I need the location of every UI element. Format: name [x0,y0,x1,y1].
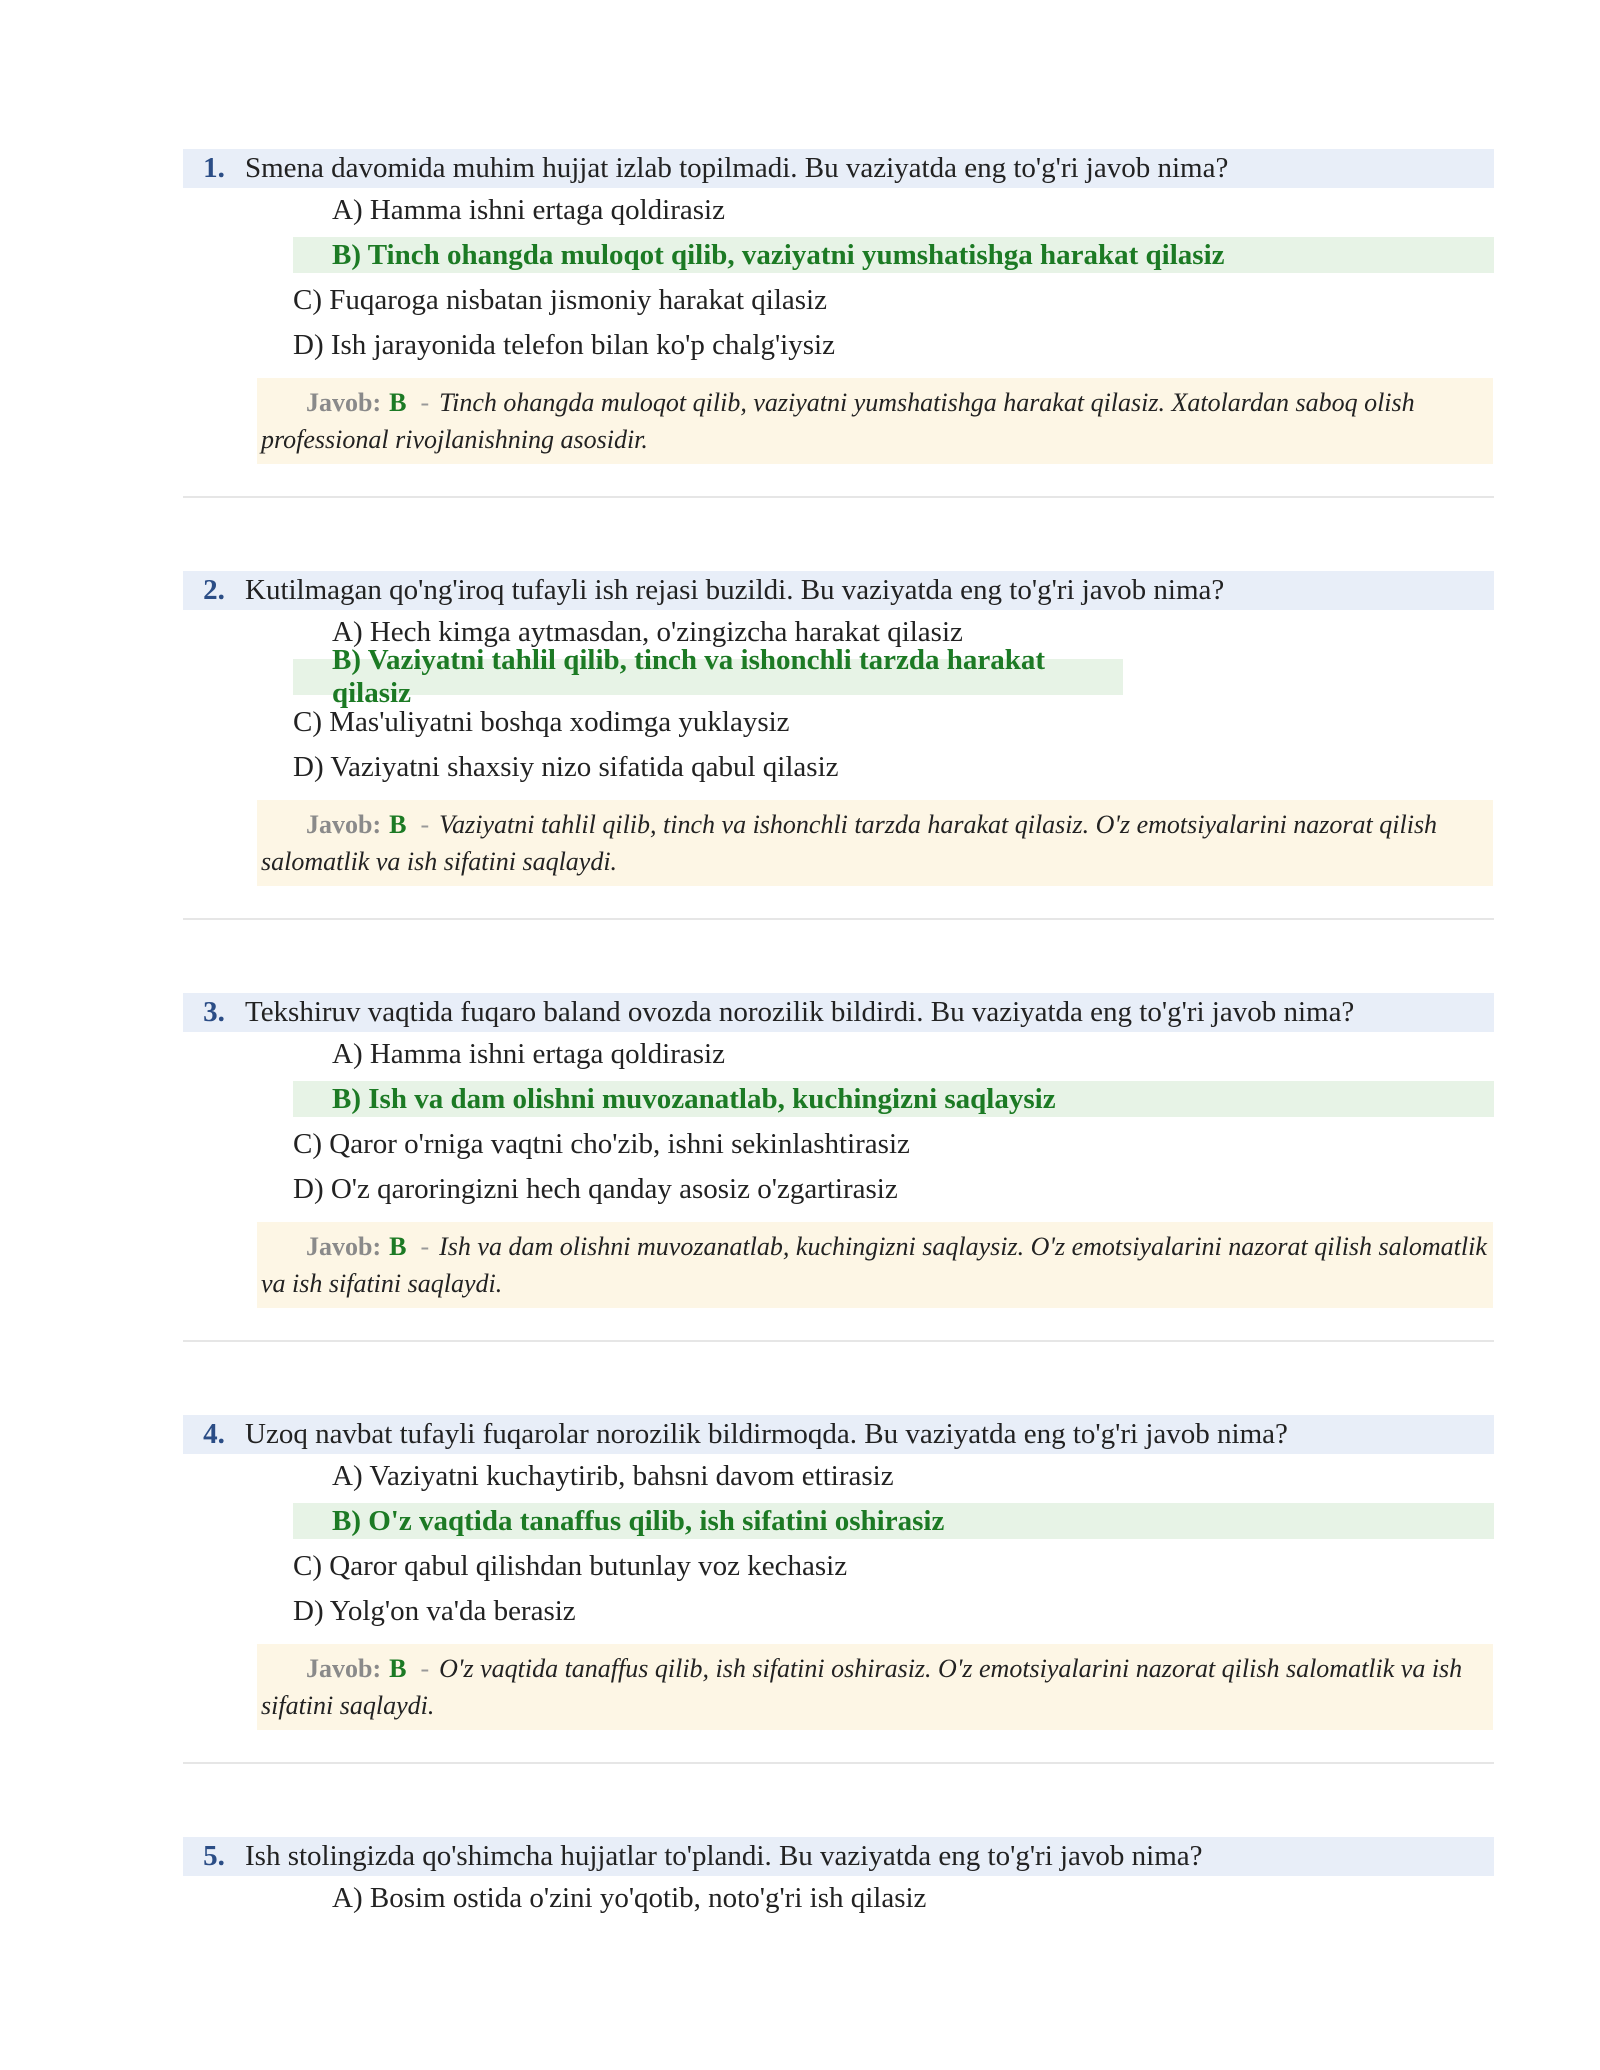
option-b-correct: B) Vaziyatni tahlil qilib, tinch va ishonchli tarzda harakat qilasiz [293,659,1123,695]
option-b-correct: B) Ish va dam olishni muvozanatlab, kuchingizni saqlaysiz [293,1081,1494,1117]
answer-letter: B [389,1232,407,1261]
question-text: Ish stolingizda qo'shimcha hujjatlar to'plandi. Bu vaziyatda eng to'g'ri javob nima? [245,1840,1203,1872]
answer-box [257,1644,1493,1730]
question-number: 1. [203,152,225,184]
question-header [183,993,1494,1032]
question-block [183,149,1494,464]
option-a: A) Hamma ishni ertaga qoldirasiz [332,1038,725,1070]
answer-label: Javob: [306,388,382,417]
divider [183,1762,1494,1764]
question-header [183,571,1494,610]
question-header [183,1415,1494,1454]
answer-dash: - [420,1232,430,1261]
option-a: A) Bosim ostida o'zini yo'qotib, noto'g'ri ish qilasiz [332,1882,927,1914]
answer-label: Javob: [306,810,382,839]
question-block [183,1415,1494,1730]
answer-dash: - [420,388,430,417]
option-c: C) Qaror qabul qilishdan butunlay voz kechasiz [293,1550,848,1582]
option-a: A) Hech kimga aytmasdan, o'zingizcha harakat qilasiz [332,616,963,648]
question-text: Uzoq navbat tufayli fuqarolar norozilik bildirmoqda. Bu vaziyatda eng to'g'ri javob nima? [245,1418,1288,1450]
answer-label: Javob: [306,1232,382,1261]
answer-explanation: O'z vaqtida tanaffus qilib, ish sifatini oshirasiz. O'z emotsiyalarini nazorat qilish salomatlik va ish sifatini saqlaydi. [261,1654,1463,1720]
answer-explanation: Tinch ohangda muloqot qilib, vaziyatni yumshatishga harakat qilasiz. Xatolardan saboq olish professional rivojlanishning asosidir. [261,388,1415,454]
option-c: C) Mas'uliyatni boshqa xodimga yuklaysiz [293,706,790,738]
option-d: D) Yolg'on va'da berasiz [293,1595,576,1627]
option-a: A) Hamma ishni ertaga qoldirasiz [332,194,725,226]
question-text: Kutilmagan qo'ng'iroq tufayli ish rejasi buzildi. Bu vaziyatda eng to'g'ri javob nima? [245,574,1225,606]
question-header [183,1837,1494,1876]
answer-box [257,1222,1493,1308]
answer-box [257,378,1493,464]
answer-explanation: Vaziyatni tahlil qilib, tinch va ishonchli tarzda harakat qilasiz. O'z emotsiyalarini nazorat qilish salomatlik va ish sifatini saqlaydi. [261,810,1438,876]
answer-dash: - [420,1654,430,1683]
divider [183,496,1494,498]
option-b-correct: B) O'z vaqtida tanaffus qilib, ish sifatini oshirasiz [293,1503,1494,1539]
option-d: D) Vaziyatni shaxsiy nizo sifatida qabul qilasiz [293,751,839,783]
question-text: Tekshiruv vaqtida fuqaro baland ovozda norozilik bildirdi. Bu vaziyatda eng to'g'ri javob nima? [245,996,1355,1028]
question-header [183,149,1494,188]
answer-letter: B [389,1654,407,1683]
answer-letter: B [389,388,407,417]
answer-dash: - [420,810,430,839]
option-c: C) Fuqaroga nisbatan jismoniy harakat qilasiz [293,284,827,316]
divider [183,918,1494,920]
option-d: D) O'z qaroringizni hech qanday asosiz o'zgartirasiz [293,1173,898,1205]
question-text: Smena davomida muhim hujjat izlab topilmadi. Bu vaziyatda eng to'g'ri javob nima? [245,152,1229,184]
question-number: 3. [203,996,225,1028]
option-c: C) Qaror o'rniga vaqtni cho'zib, ishni sekinlashtirasiz [293,1128,910,1160]
option-a: A) Vaziyatni kuchaytirib, bahsni davom ettirasiz [332,1460,894,1492]
question-number: 5. [203,1840,225,1872]
divider [183,1340,1494,1342]
option-d: D) Ish jarayonida telefon bilan ko'p chalg'iysiz [293,329,835,361]
answer-box [257,800,1493,886]
question-number: 4. [203,1418,225,1450]
question-block [183,993,1494,1308]
question-number: 2. [203,574,225,606]
option-b-correct: B) Tinch ohangda muloqot qilib, vaziyatni yumshatishga harakat qilasiz [293,237,1494,273]
question-block [183,571,1494,886]
answer-label: Javob: [306,1654,382,1683]
question-block [183,1837,1494,1921]
answer-explanation: Ish va dam olishni muvozanatlab, kuchingizni saqlaysiz. O'z emotsiyalarini nazorat qilish salomatlik va ish sifatini saqlaydi. [261,1232,1487,1298]
answer-letter: B [389,810,407,839]
